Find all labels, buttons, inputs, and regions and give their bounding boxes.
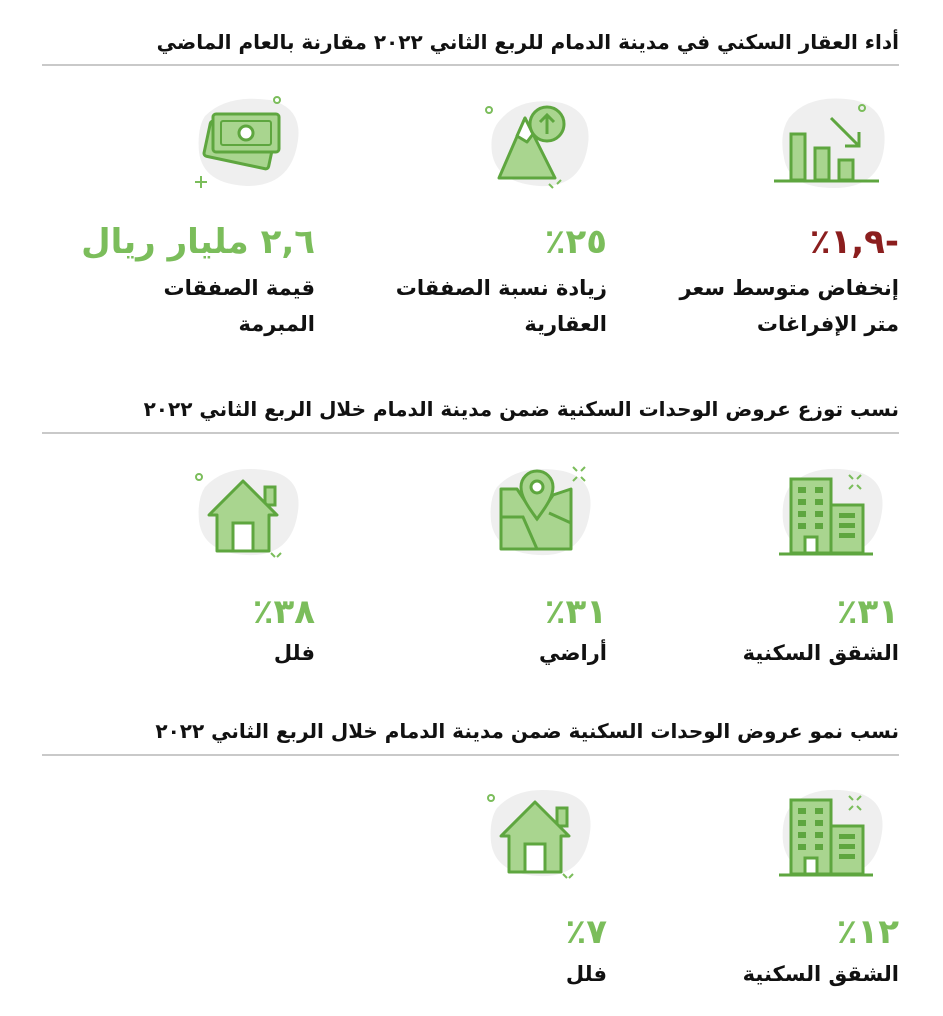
deals-increase-value: ٢٥٪ (544, 222, 607, 262)
price-decline-label-2: متر الإفراغات (756, 312, 899, 336)
growth-apartments-label: الشقق السكنية (742, 962, 899, 986)
distribution-lands-label: أراضي (538, 641, 607, 665)
apartment-building-icon (769, 778, 899, 888)
card-deals-value (0, 80, 315, 350)
mountain-arrow-up-icon (477, 88, 607, 198)
card-distribution-apartments (579, 455, 899, 675)
card-distribution-villas (0, 455, 315, 675)
section-title-distribution: نسب توزع عروض الوحدات السكنية ضمن مدينة الدمام خلال الربع الثاني ٢٠٢٢ (143, 397, 899, 421)
growth-villas-label: فلل (565, 962, 607, 986)
section-title-performance: أداء العقار السكني في مدينة الدمام للربع الثاني ٢٠٢٢ مقارنة بالعام الماضي (156, 30, 899, 54)
section-divider (42, 432, 899, 434)
distribution-lands-value: ٣١٪ (544, 592, 607, 632)
card-growth-villas (287, 776, 607, 996)
card-growth-apartments (579, 776, 899, 996)
section-divider (42, 754, 899, 756)
apartment-building-icon (769, 457, 899, 567)
deals-value-value: ٢,٦ مليار ريال (81, 222, 315, 262)
deals-increase-label-1: زيادة نسبة الصفقات (395, 276, 607, 300)
distribution-villas-label: فلل (273, 641, 315, 665)
map-pin-icon (477, 457, 607, 567)
card-distribution-lands (287, 455, 607, 675)
card-deals-increase (287, 80, 607, 350)
deals-increase-label-2: العقارية (524, 312, 607, 336)
bar-chart-down-icon (769, 88, 899, 198)
money-bills-icon (185, 88, 315, 198)
distribution-apartments-value: ٣١٪ (836, 592, 899, 632)
growth-villas-value: ٧٪ (565, 912, 607, 952)
growth-apartments-value: ١٢٪ (836, 912, 899, 952)
deals-value-label-1: قيمة الصفقات (163, 276, 315, 300)
price-decline-value: -١,٩٪ (809, 222, 899, 262)
house-icon (185, 457, 315, 567)
price-decline-label-1: إنخفاض متوسط سعر (679, 276, 899, 300)
section-title-growth: نسب نمو عروض الوحدات السكنية ضمن مدينة الدمام خلال الربع الثاني ٢٠٢٢ (155, 719, 899, 743)
distribution-apartments-label: الشقق السكنية (742, 641, 899, 665)
house-icon (477, 778, 607, 888)
distribution-villas-value: ٣٨٪ (252, 592, 315, 632)
card-price-decline (579, 80, 899, 350)
deals-value-label-2: المبرمة (238, 312, 315, 336)
section-divider (42, 64, 899, 66)
